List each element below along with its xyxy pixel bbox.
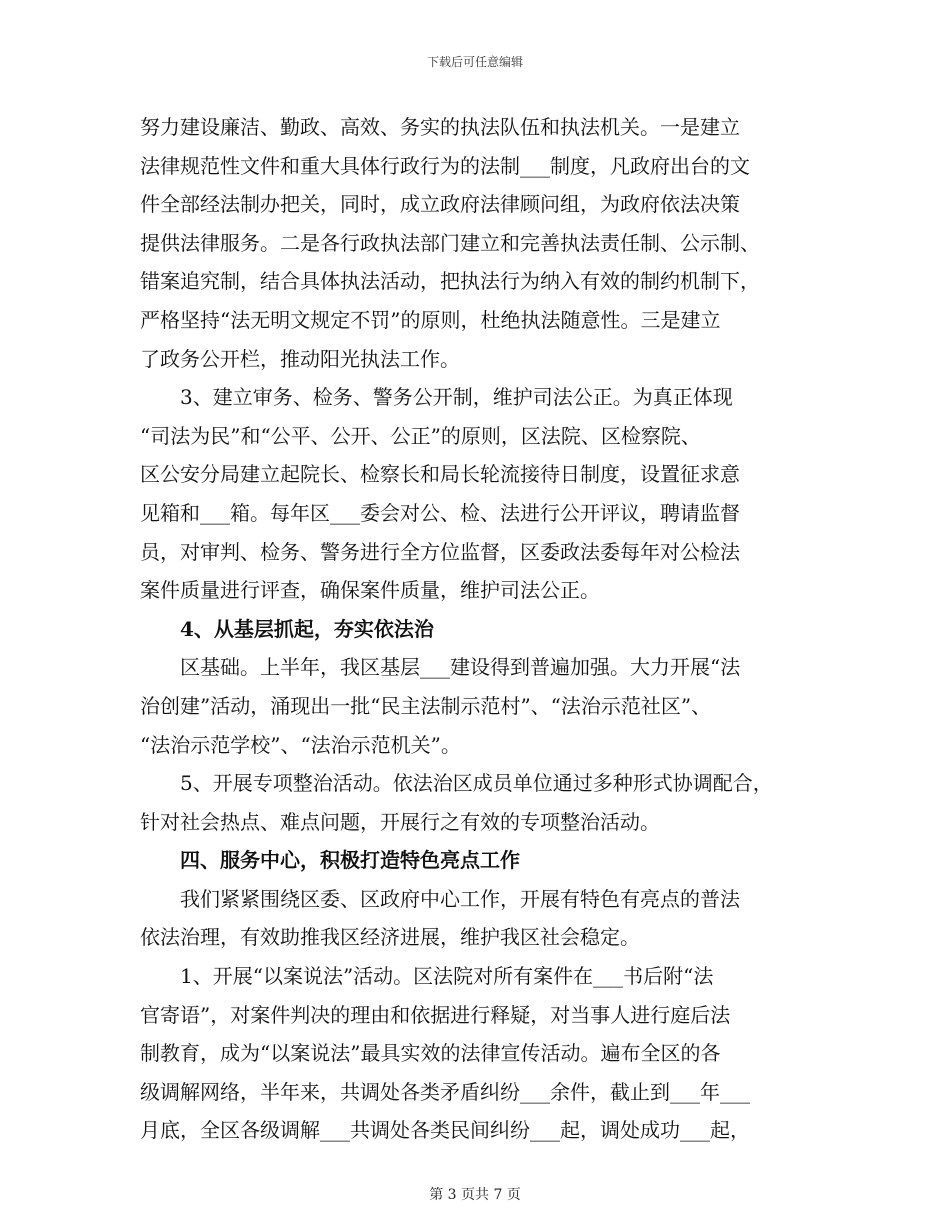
text-line: 错案追究制，结合具体执法活动，把执法行为纳入有效的制约机制下， bbox=[140, 269, 760, 294]
text-line: 案件质量进行评查，确保案件质量，维护司法公正。 bbox=[140, 578, 600, 603]
text-line: 月底，全区各级调解___共调处各类民间纠纷___起，调处成功___起， bbox=[140, 1118, 750, 1143]
text-line: 官寄语”，对案件判决的理由和依据进行释疑，对当事人进行庭后法 bbox=[140, 1002, 731, 1027]
text-line: 治创建”活动，涌现出一批“民主法制示范村”、“法治示范社区”、 bbox=[140, 693, 712, 718]
document-body bbox=[140, 108, 820, 1150]
text-line: 了政务公开栏，推动阳光执法工作。 bbox=[140, 346, 460, 371]
text-line: 1、开展“以案说法”活动。区法院对所有案件在___书后附“法 bbox=[180, 964, 714, 989]
text-line: 我们紧紧围绕区委、区政府中心工作，开展有特色有亮点的普法 bbox=[180, 886, 740, 911]
section-heading-line: 4、从基层抓起，夯实依法治 bbox=[180, 616, 434, 641]
text-line: “司法为民”和“公平、公开、公正”的原则，区法院、区检察院、 bbox=[140, 423, 701, 448]
text-line: 区公安分局建立起院长、检察长和局长轮流接待日制度，设置征求意 bbox=[140, 462, 740, 487]
section-heading-line: 四、服务中心，积极打造特色亮点工作 bbox=[180, 848, 520, 873]
text-line: “法治示范学校”、“法治示范机关”。 bbox=[140, 732, 461, 757]
text-line: 努力建设廉洁、勤政、高效、务实的执法队伍和执法机关。一是建立 bbox=[140, 115, 740, 139]
text-line: 法律规范性文件和重大具体行政行为的法制___制度，凡政府出台的文 bbox=[140, 153, 750, 178]
page-footer: 第 3 页共 7 页 bbox=[429, 1187, 521, 1203]
text-line: 制教育，成为“以案说法”最具实效的法律宣传活动。遍布全区的各 bbox=[140, 1041, 721, 1066]
text-line: 严格坚持“法无明文规定不罚”的原则，杜绝执法随意性。三是建立 bbox=[140, 307, 721, 332]
text-line: 提供法律服务。二是各行政执法部门建立和完善执法责任制、公示制、 bbox=[140, 230, 760, 255]
text-line: 5、开展专项整治活动。依法治区成员单位通过多种形式协调配合， bbox=[180, 771, 773, 796]
text-line: 区基础。上半年，我区基层___建设得到普遍加强。大力开展“法 bbox=[180, 655, 741, 680]
page-header: 下载后可任意编辑 bbox=[426, 55, 523, 69]
text-line: 级调解网络，半年来，共调处各类矛盾纠纷___余件，截止到___年___ bbox=[140, 1079, 750, 1104]
text-line: 针对社会热点、难点问题，开展行之有效的专项整治活动。 bbox=[140, 809, 660, 834]
text-line: 3、建立审务、检务、警务公开制，维护司法公正。为真正体现 bbox=[180, 385, 733, 410]
text-line: 件全部经法制办把关，同时，成立政府法律顾问组，为政府依法决策 bbox=[140, 192, 740, 217]
text-line: 见箱和___箱。每年区___委会对公、检、法进行公开评议，聘请监督 bbox=[140, 500, 740, 525]
text-line: 依法治理，有效助推我区经济进展，维护我区社会稳定。 bbox=[140, 925, 640, 950]
text-line: 员，对审判、检务、警务进行全方位监督，区委政法委每年对公检法 bbox=[140, 539, 740, 564]
